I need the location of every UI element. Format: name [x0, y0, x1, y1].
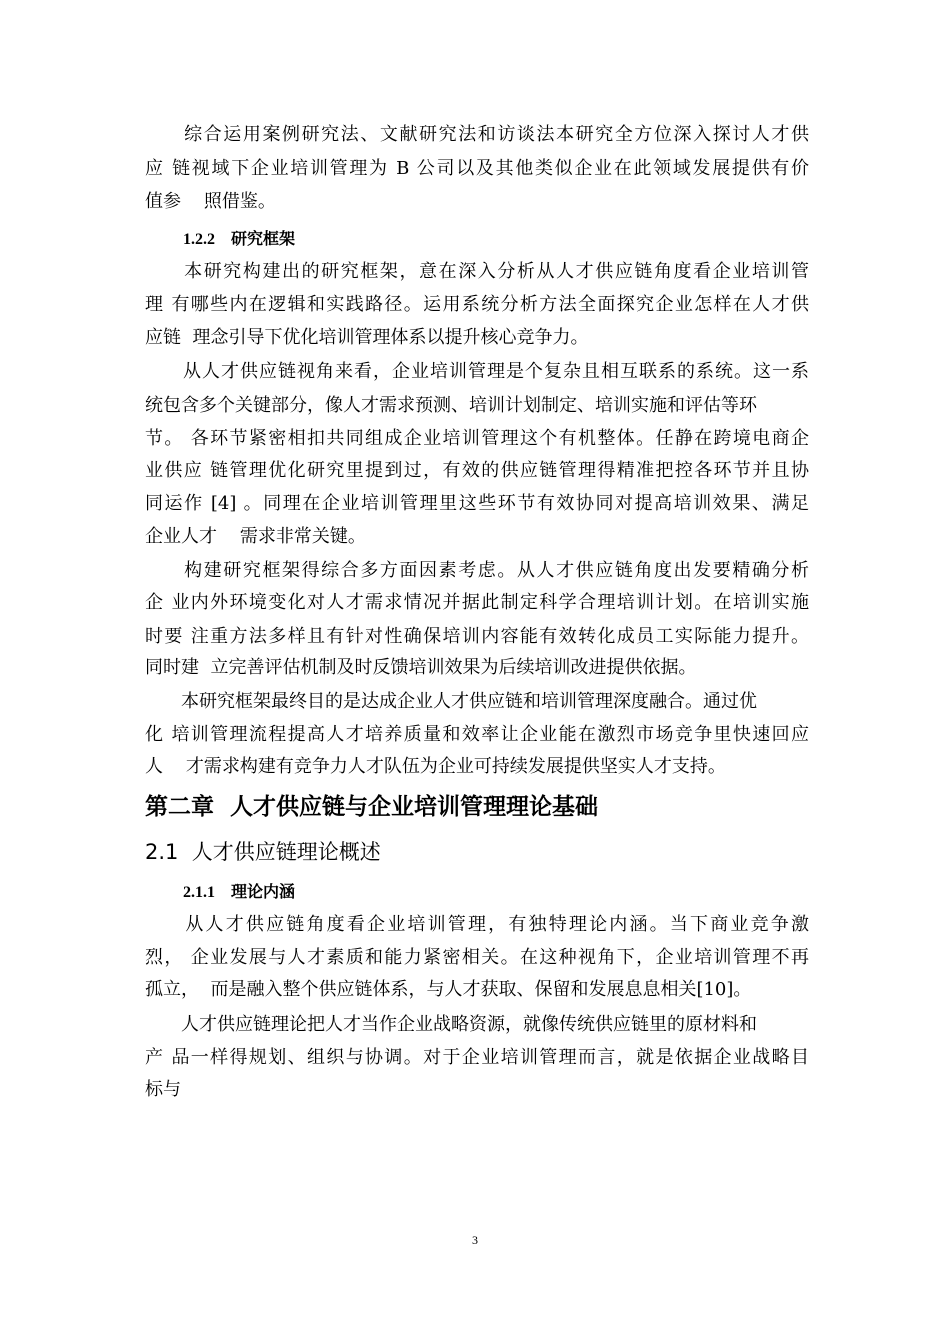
text-line: 同运作 [4] 。同理在企业培训管理里这些环节有效协同对提高培训效果、满足 — [145, 493, 809, 514]
text-line: 化 培训管理流程提高人才培养质量和效率让企业能在激烈市场竞争里快速回应 — [145, 724, 809, 745]
text-line: 构建研究框架得综合多方面因素考虑。从人才供应链角度出发要精确分析 — [145, 560, 809, 581]
section-heading-2-1-1: 2.1.1 理论内涵 — [183, 884, 296, 901]
section-heading-1-2-2: 1.2.2 研究框架 — [183, 231, 296, 248]
text-line: 企业人才 需求非常关键。 — [145, 526, 366, 547]
text-line: 人 才需求构建有竞争力人才队伍为企业可持续发展提供坚实人才支持。 — [145, 756, 726, 777]
text-line: 孤立， 而是融入整个供应链体系，与人才获取、保留和发展息息相关[10]。 — [145, 979, 752, 1000]
text-line: 本研究构建出的研究框架，意在深入分析从人才供应链角度看企业培训管 — [145, 261, 809, 282]
text-line: 时要 注重方法多样且有针对性确保培训内容能有效转化成员工实际能力提升。 — [145, 626, 809, 647]
text-line: 同时建 立完善评估机制及时反馈培训效果为后续培训改进提供依据。 — [145, 657, 697, 678]
text-line: 人才供应链理论把人才当作企业战略资源，就像传统供应链里的原材料和 — [145, 1014, 757, 1035]
text-line: 统包含多个关键部分，像人才需求预测、培训计划制定、培训实施和评估等环 — [145, 395, 757, 416]
text-line: 烈， 企业发展与人才素质和能力紧密相关。在这种视角下，企业培训管理不再 — [145, 947, 809, 968]
text-line: 从人才供应链视角来看，企业培训管理是个复杂且相互联系的系统。这一系 — [145, 361, 809, 382]
text-line: 综合运用案例研究法、文献研究法和访谈法本研究全方位深入探讨人才供 — [145, 124, 809, 145]
text-line: 应链 理念引导下优化培训管理体系以提升核心竞争力。 — [145, 327, 589, 348]
text-line: 从人才供应链角度看企业培训管理，有独特理论内涵。当下商业竞争激 — [145, 914, 809, 935]
text-line: 业供应 链管理优化研究里提到过，有效的供应链管理得精准把控各环节并且协 — [145, 460, 809, 481]
text-line: 理 有哪些内在逻辑和实践路径。运用系统分析方法全面探究企业怎样在人才供 — [145, 294, 809, 315]
text-line: 产 品一样得规划、组织与协调。对于企业培训管理而言，就是依据企业战略目 — [145, 1047, 809, 1068]
text-line: 本研究框架最终目的是达成企业人才供应链和培训管理深度融合。通过优 — [145, 691, 757, 712]
chapter-title: 第二章 人才供应链与企业培训管理理论基础 — [145, 794, 599, 820]
text-line: 节。 各环节紧密相扣共同组成企业培训管理这个有机整体。任静在跨境电商企 — [145, 428, 809, 449]
text-line: 企 业内外环境变化对人才需求情况并据此制定科学合理培训计划。在培训实施 — [145, 592, 809, 613]
section-heading-2-1: 2.1 人才供应链理论概述 — [145, 840, 381, 864]
text-line: 值参 照借鉴。 — [145, 191, 276, 212]
text-line: 标与 — [145, 1079, 181, 1100]
page-number: 3 — [472, 1233, 478, 1247]
text-line: 应 链视域下企业培训管理为 B 公司以及其他类似企业在此领域发展提供有价 — [145, 158, 809, 179]
